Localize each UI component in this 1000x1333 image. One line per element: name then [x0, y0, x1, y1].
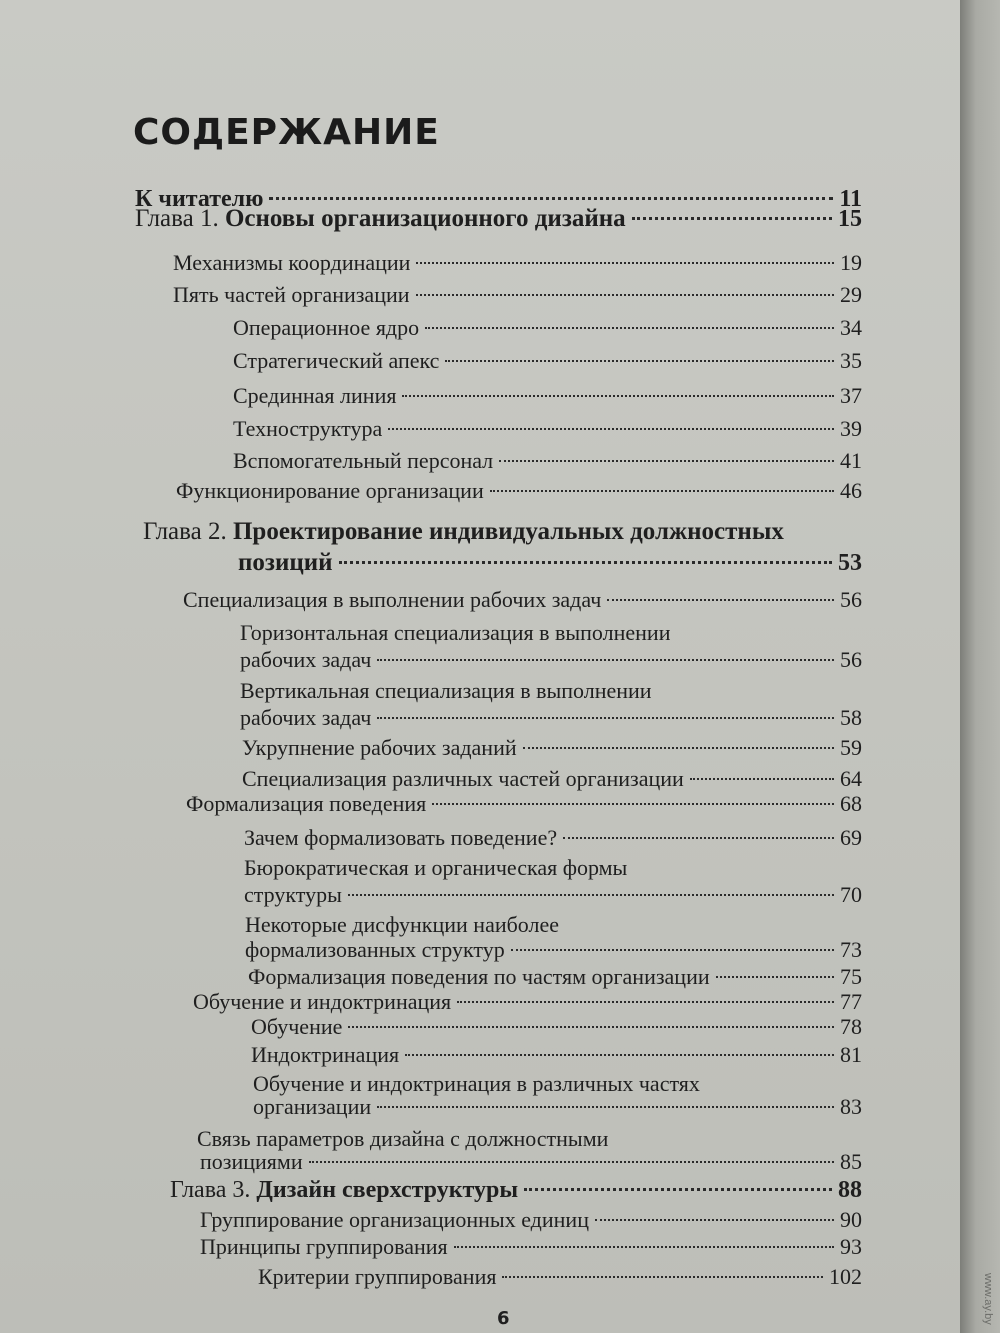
- toc-label: Критерии группирования: [258, 1264, 497, 1289]
- toc-entry: [253, 1092, 862, 1122]
- page-title: СОДЕРЖАНИЕ: [133, 112, 440, 153]
- toc-entry: [240, 645, 862, 675]
- toc-page: 59: [840, 735, 862, 760]
- toc-entry: [176, 476, 862, 506]
- toc-label: Специализация различных частей организации: [242, 766, 684, 791]
- toc-leader-dots: [348, 894, 834, 896]
- toc-page: 70: [840, 882, 862, 907]
- toc-leader-dots: [339, 561, 832, 564]
- toc-leader-dots: [454, 1246, 834, 1248]
- toc-entry-chapter-3: [170, 1175, 862, 1205]
- toc-label: Специализация в выполнении рабочих задач: [183, 587, 602, 612]
- toc-entry: [200, 1232, 862, 1262]
- toc-label: К читателю: [135, 186, 264, 212]
- toc-label: Формализация поведения: [186, 791, 427, 816]
- toc-leader-dots: [632, 217, 832, 220]
- chapter-title-cont: позиций: [238, 549, 333, 576]
- toc-entry: [251, 1040, 862, 1070]
- toc-label: Группирование организационных единиц: [200, 1207, 589, 1232]
- chapter-title: Дизайн сверхструктуры: [256, 1177, 519, 1203]
- toc-leader-dots: [563, 837, 834, 839]
- toc-entry: [240, 703, 862, 733]
- toc-page: 35: [840, 348, 862, 373]
- chapter-prefix: Глава 1.: [135, 205, 225, 232]
- toc-label: Механизмы координации: [173, 250, 411, 275]
- toc-page: 75: [840, 964, 862, 989]
- toc-entry-line1: Вертикальная специализация в выполнении: [240, 678, 652, 703]
- toc-label: Индоктринация: [251, 1042, 400, 1067]
- toc-entry: [233, 381, 862, 411]
- toc-page: 90: [840, 1207, 862, 1232]
- toc-leader-dots: [425, 327, 834, 329]
- toc-entry: [242, 733, 862, 763]
- toc-leader-dots: [595, 1219, 834, 1221]
- toc-page: 11: [839, 186, 862, 212]
- toc-leader-dots: [523, 747, 834, 749]
- toc-label: Укрупнение рабочих заданий: [242, 735, 517, 760]
- toc-page: 15: [838, 206, 862, 232]
- toc-leader-dots: [377, 1106, 834, 1108]
- toc-entry: [200, 1147, 862, 1177]
- toc-entry: [233, 446, 862, 476]
- toc-leader-dots: [524, 1188, 832, 1191]
- toc-entry: [244, 823, 862, 853]
- toc-leader-dots: [499, 460, 834, 462]
- toc-entry-chapter-1: [135, 204, 862, 234]
- toc-label: Пять частей организации: [173, 282, 410, 307]
- watermark: www.ay.by: [982, 1273, 994, 1325]
- toc-label: Функционирование организации: [176, 478, 484, 503]
- toc-leader-dots: [716, 976, 834, 978]
- toc-entry-chapter-2-line1: [143, 517, 784, 547]
- toc-page: 93: [840, 1234, 862, 1259]
- toc-leader-dots: [416, 262, 834, 264]
- toc-leader-dots: [690, 778, 834, 780]
- toc-entry: [244, 880, 862, 910]
- toc-label: формализованных структур: [245, 937, 505, 962]
- toc-page: 85: [840, 1149, 862, 1174]
- toc-label: Формализация поведения по частям организации: [248, 964, 710, 989]
- toc-label: Стратегический апекс: [233, 348, 440, 373]
- toc-label: Срединная линия: [233, 383, 397, 408]
- toc-page: 53: [838, 550, 862, 576]
- toc-leader-dots: [402, 395, 834, 397]
- toc-page: 56: [840, 647, 862, 672]
- toc-leader-dots: [445, 360, 834, 362]
- chapter-title: Проектирование индивидуальных должностных: [232, 518, 784, 545]
- toc-label: позициями: [200, 1149, 303, 1174]
- toc-leader-dots: [309, 1161, 834, 1163]
- toc-leader-dots: [490, 490, 834, 492]
- toc-page: 29: [840, 282, 862, 307]
- toc-entry: [233, 313, 862, 343]
- toc-leader-dots: [432, 803, 834, 805]
- toc-entry: [173, 280, 862, 310]
- toc-leader-dots: [511, 949, 834, 951]
- toc-page: 83: [840, 1094, 862, 1119]
- toc-page: 46: [840, 478, 862, 503]
- toc-leader-dots: [377, 659, 834, 661]
- toc-leader-dots: [377, 717, 834, 719]
- toc-label: структуры: [244, 882, 342, 907]
- toc-page: 102: [829, 1264, 862, 1289]
- toc-page: 19: [840, 250, 862, 275]
- toc-page: 34: [840, 315, 862, 340]
- toc-entry-line1: Бюрократическая и органическая формы: [244, 855, 628, 880]
- toc-entry: [258, 1262, 862, 1292]
- toc-entry: [233, 346, 862, 376]
- toc-entry-line1: Горизонтальная специализация в выполнении: [240, 620, 671, 645]
- toc-label: Операционное ядро: [233, 315, 420, 340]
- toc-leader-dots: [416, 294, 834, 296]
- toc-leader-dots: [607, 599, 834, 601]
- toc-label: Вспомогательный персонал: [233, 448, 494, 473]
- toc-leader-dots: [405, 1054, 834, 1056]
- adjacent-page-edge: [960, 0, 1000, 1333]
- toc-page: 68: [840, 791, 862, 816]
- toc-entry: [245, 935, 862, 965]
- toc-label: Зачем формализовать поведение?: [244, 825, 558, 850]
- toc-page: 56: [840, 587, 862, 612]
- toc-page: 41: [840, 448, 862, 473]
- toc-leader-dots: [388, 428, 834, 430]
- toc-entry: [186, 789, 862, 819]
- toc-page: 77: [840, 989, 862, 1014]
- toc-label: Обучение и индоктринация: [193, 989, 452, 1014]
- toc-entry: [183, 585, 862, 615]
- toc-page: 81: [840, 1042, 862, 1067]
- toc-label: Техноструктура: [233, 416, 383, 441]
- toc-page: 58: [840, 705, 862, 730]
- toc-page: 37: [840, 383, 862, 408]
- toc-page: 39: [840, 416, 862, 441]
- toc-page: 73: [840, 937, 862, 962]
- toc-entry-line1: Некоторые дисфункции наиболее: [245, 912, 560, 937]
- toc-entry: [173, 248, 862, 278]
- chapter-title: Основы организационного дизайна: [224, 205, 626, 232]
- toc-label: организации: [253, 1094, 372, 1119]
- toc-entry-line1: Обучение и индоктринация в различных частях: [253, 1071, 700, 1096]
- toc-leader-dots: [457, 1001, 834, 1003]
- toc-label: Принципы группирования: [200, 1234, 448, 1259]
- toc-entry: [233, 414, 862, 444]
- toc-page: 69: [840, 825, 862, 850]
- toc-page: 88: [838, 1177, 862, 1203]
- chapter-prefix: Глава 3.: [170, 1177, 257, 1203]
- chapter-prefix: Глава 2.: [143, 518, 233, 545]
- toc-entry-chapter-2: [238, 548, 862, 578]
- toc-entry: [251, 1012, 862, 1042]
- toc-leader-dots: [269, 197, 833, 200]
- toc-leader-dots: [348, 1026, 834, 1028]
- toc-label: рабочих задач: [240, 647, 372, 672]
- page-number: 6: [497, 1308, 510, 1329]
- toc-entry: [200, 1205, 862, 1235]
- toc-leader-dots: [502, 1276, 823, 1278]
- toc-label: рабочих задач: [240, 705, 372, 730]
- toc-label: Обучение: [251, 1014, 343, 1039]
- toc-entry-line1: Связь параметров дизайна с должностными: [197, 1126, 609, 1151]
- toc-page: 78: [840, 1014, 862, 1039]
- toc-page: 64: [840, 766, 862, 791]
